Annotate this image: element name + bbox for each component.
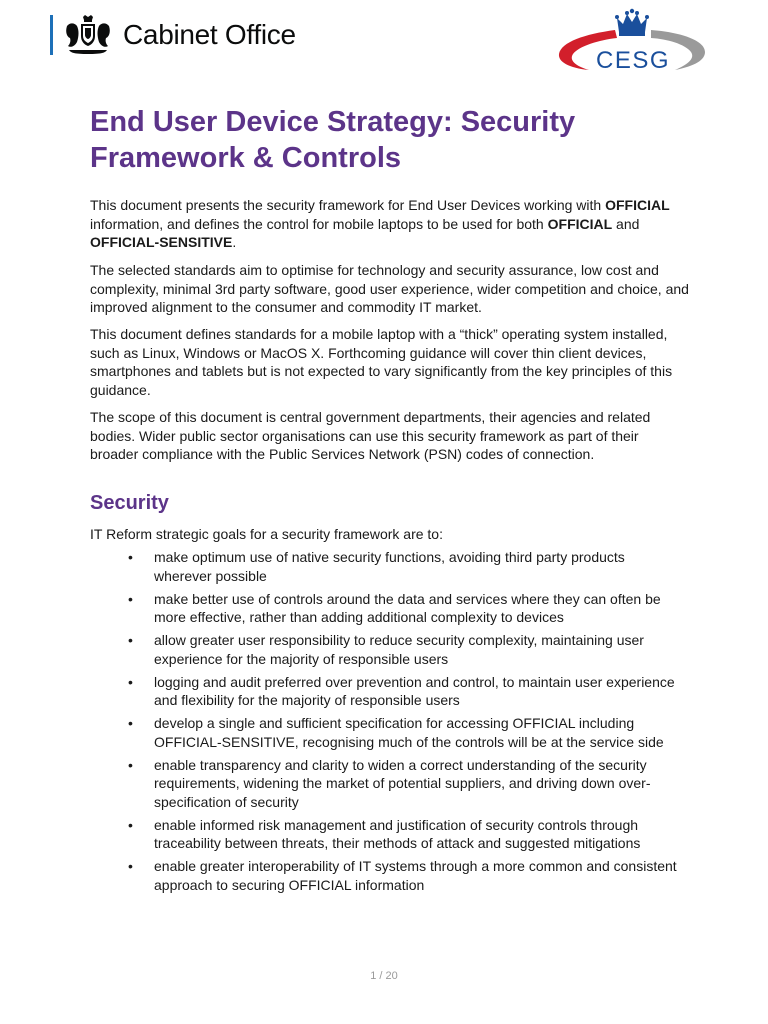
list-item-text: enable informed risk management and justification of security controls through traceability between threats, their methods of attack and suggested mitigations bbox=[154, 816, 641, 851]
p1-bold-official-sensitive: OFFICIAL-SENSITIVE bbox=[90, 234, 233, 250]
document-title: End User Device Strategy: Security Framework & Controls bbox=[90, 106, 576, 174]
bullet-icon: • bbox=[128, 632, 133, 648]
standards-paragraph: The selected standards aim to optimise for technology and security assurance, low cost and complexity, minimal 3rd party software, good user experience, wider competition and choice, and improved alignment to the consumer and commodity IT market. bbox=[90, 262, 689, 315]
crown-icon bbox=[615, 9, 649, 36]
p1-text-c: information, and defines the control for mobile laptops to be used for both bbox=[90, 215, 548, 232]
laptop-paragraph: This document defines standards for a mobile laptop with a “thick” operating system installed, such as Linux, Windows or MacOS X. Forthcoming guidance will cover thin client devices, smartphones and tablets but is not expected to vary significantly from the key principles of this guidance. bbox=[90, 326, 673, 398]
bullet-icon: • bbox=[128, 715, 133, 731]
logo-accent-bar bbox=[50, 15, 53, 55]
bullet-icon: • bbox=[128, 590, 133, 607]
bullet-icon: • bbox=[128, 816, 133, 833]
intro-paragraph bbox=[90, 196, 690, 252]
p1-bold-official-2: OFFICIAL bbox=[547, 215, 613, 232]
list-item-text: enable greater interoperability of IT systems through a more common and consistent approach to securing OFFICIAL information bbox=[154, 858, 677, 893]
security-heading: Security bbox=[90, 492, 169, 514]
list-item bbox=[90, 816, 680, 853]
cabinet-office-logo bbox=[50, 14, 296, 56]
list-item bbox=[90, 756, 680, 812]
bullet-icon: • bbox=[128, 858, 133, 874]
list-item bbox=[90, 714, 680, 751]
bullet-icon: • bbox=[128, 756, 133, 773]
list-item bbox=[90, 631, 680, 668]
p1-text-g: . bbox=[232, 234, 237, 250]
p1-text-e: and bbox=[612, 215, 640, 232]
p1-bold-official: OFFICIAL bbox=[605, 197, 670, 213]
list-item bbox=[90, 673, 680, 710]
page-indicator: 1 / 20 bbox=[370, 970, 398, 982]
list-item-text: develop a single and sufficient specification for accessing OFFICIAL including OFFICIAL-SENSITIVE, recognising much of the controls will be at the service side bbox=[154, 715, 664, 750]
list-item-text: enable transparency and clarity to widen a correct understanding of the security requirements, widening the market of potential suppliers, and driving down over-specification of security bbox=[154, 756, 651, 810]
list-item-text: logging and audit preferred over prevention and control, to maintain user experience and flexibility for the majority of responsible users bbox=[154, 673, 675, 708]
list-item bbox=[90, 548, 680, 585]
bullet-icon: • bbox=[128, 673, 133, 690]
list-item-text: allow greater user responsibility to reduce security complexity, maintaining user experience for the majority of responsible users bbox=[154, 632, 644, 667]
list-item bbox=[90, 590, 680, 627]
cesg-logo bbox=[555, 8, 707, 76]
p1-text-a: This document presents the security framework for End User Devices working with bbox=[90, 197, 606, 213]
royal-crest-icon bbox=[63, 14, 113, 56]
bullet-icon: • bbox=[128, 549, 133, 565]
scope-paragraph: The scope of this document is central government departments, their agencies and related bodies. Wider public sector organisations can use this security framework as part of their broader compliance with the Public Services Network (PSN) codes of connection. bbox=[90, 409, 651, 462]
list-item-text: make better use of controls around the data and services where they can often be more effective, rather than adding additional complexity to devices bbox=[154, 590, 661, 625]
list-item-text: make optimum use of native security functions, avoiding third party products wherever possible bbox=[154, 549, 625, 584]
security-intro: IT Reform strategic goals for a security framework are to: bbox=[90, 526, 443, 542]
security-goals-list bbox=[90, 548, 680, 899]
list-item bbox=[90, 857, 680, 894]
org-name: Cabinet Office bbox=[123, 19, 296, 50]
cesg-wordmark: CESG bbox=[595, 47, 671, 74]
